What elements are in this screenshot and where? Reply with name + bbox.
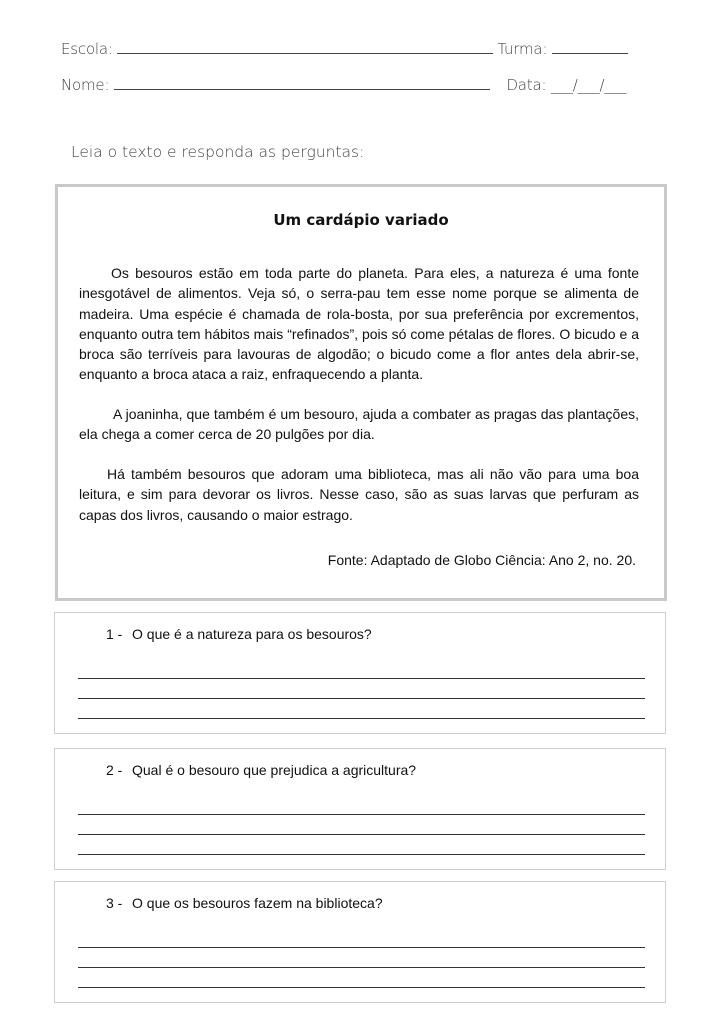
- reading-paragraph-1: Os besouros estão em toda parte do planeta. Para eles, a natureza é uma fonte inesgotável de alimentos. Veja só, o serra-pau tem esse nome porque se alimenta de madeira. Uma espécie é chamada de rola-bosta, por sua preferência por excrementos, enquanto outra tem hábitos mais “refinados”, pois só come pétalas de flores. O bicudo e a broca são terríveis para lavouras de algodão; o bicudo come a flor antes dela abrir-se, enquanto a broca ataca a raiz, enfraquecendo a planta.: [79, 265, 639, 383]
- date-label: Data:: [506, 76, 547, 94]
- answer-line[interactable]: [78, 854, 645, 855]
- question-text: O que os besouros fazem na biblioteca?: [132, 895, 383, 911]
- class-field[interactable]: [552, 39, 628, 54]
- question-number: 2 -: [106, 762, 123, 778]
- reading-source: Fonte: Adaptado de Globo Ciência: Ano 2, no. 20.: [327, 552, 636, 568]
- question-3: [106, 895, 383, 911]
- answer-line[interactable]: [78, 698, 645, 699]
- answer-line[interactable]: [78, 834, 645, 835]
- question-box-3: [54, 881, 666, 1003]
- school-label: Escola:: [61, 40, 113, 58]
- question-2: [106, 762, 416, 778]
- answer-line[interactable]: [78, 947, 645, 948]
- question-box-1: [54, 612, 666, 734]
- name-row: [61, 75, 626, 94]
- reading-paragraph-2: A joaninha, que também é um besouro, ajuda a combater as pragas das plantações, ela chega a comer cerca de 20 pulgões por dia.: [79, 406, 639, 443]
- answer-line[interactable]: [78, 678, 645, 679]
- reading-title: Um cardápio variado: [273, 211, 449, 229]
- class-label: Turma:: [497, 40, 548, 58]
- question-text: Qual é o besouro que prejudica a agricultura?: [132, 762, 417, 778]
- answer-line[interactable]: [78, 967, 645, 968]
- answer-line[interactable]: [78, 987, 645, 988]
- answer-line[interactable]: [78, 814, 645, 815]
- school-field[interactable]: [117, 39, 493, 54]
- question-1: [106, 626, 372, 642]
- instruction-text: Leia o texto e responda as perguntas:: [71, 143, 365, 161]
- name-field[interactable]: [114, 75, 490, 90]
- answer-line[interactable]: [78, 718, 645, 719]
- question-number: 1 -: [106, 626, 123, 642]
- question-box-2: [54, 748, 666, 870]
- school-row: [61, 39, 628, 58]
- reading-box: [55, 184, 667, 601]
- question-text: O que é a natureza para os besouros?: [132, 626, 372, 642]
- reading-paragraph-3: Há também besouros que adoram uma biblioteca, mas ali não vão para uma boa leitura, e sim para devorar os livros. Nesse caso, são as suas larvas que perfuram as capas dos livros, causando o maior estrago.: [79, 466, 639, 523]
- question-number: 3 -: [106, 895, 123, 911]
- name-label: Nome:: [61, 76, 110, 94]
- date-field[interactable]: ___/___/___: [550, 76, 627, 94]
